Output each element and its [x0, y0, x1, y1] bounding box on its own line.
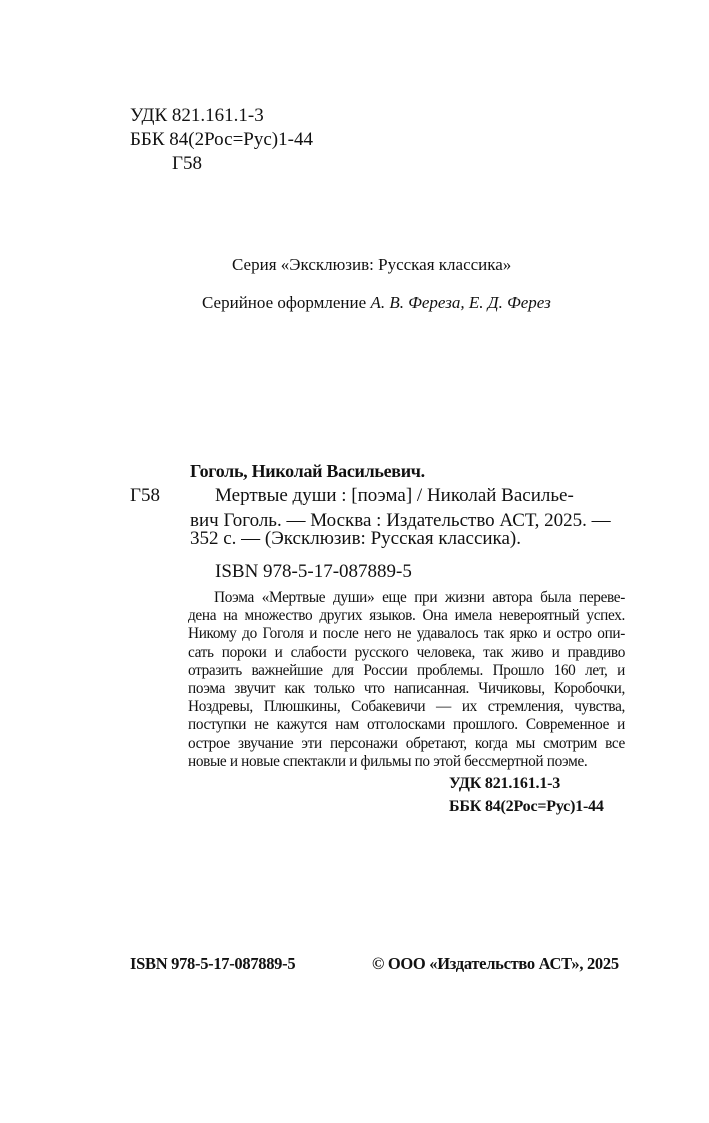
catalog-author-heading-text: Гоголь, Николай Васильевич.: [190, 461, 425, 481]
catalog-description-line-3: [190, 527, 521, 551]
annotation-text: [188, 589, 625, 771]
series-text: Серия «Эксклюзив: Русская классика»: [232, 255, 512, 274]
footer-copyright: [372, 954, 619, 974]
annotation-udk-text: УДК 821.161.1-3: [449, 775, 561, 792]
series-design-prefix: Серийное оформление: [202, 293, 371, 312]
catalog-description-line-1: [215, 484, 574, 508]
catalog-description-text-1: Мертвые души : [поэма] / Николай Василье-: [215, 485, 574, 506]
footer-copyright-text: © ООО «Издательство АСТ», 2025: [372, 954, 619, 973]
author-mark-top: [172, 152, 202, 176]
annotation-line: новые и новые спектакли и фильмы по этой бессмертной поэме.: [188, 752, 588, 770]
annotation-udk: [449, 775, 560, 793]
udk-top: [130, 104, 264, 128]
author-mark-top-text: Г58: [172, 153, 202, 174]
catalog-description-text-2: вич Гоголь. — Москва : Издательство АСТ, 2025. —: [190, 510, 611, 531]
footer-isbn-text: ISBN 978-5-17-087889-5: [130, 954, 296, 973]
catalog-author-mark: [130, 484, 160, 508]
annotation-line: острое звучание эти персонажи обретают, когда мы смотрим все: [188, 734, 625, 752]
annotation-line: поэма звучит как только что написанная. Чичиковы, Коробочки,: [188, 679, 625, 697]
bbk-top: [130, 128, 313, 152]
catalog-author-heading: [190, 459, 425, 483]
series-design: [202, 291, 551, 314]
udk-top-text: УДК 821.161.1-3: [130, 105, 264, 126]
bbk-top-text: ББК 84(2Рос=Рус)1-44: [130, 129, 313, 150]
annotation-line: дена на множество других языков. Она имела невероятный успех.: [188, 607, 625, 625]
annotation-line: отразить важнейшие для России проблемы. Прошло 160 лет, и: [188, 661, 625, 679]
catalog-description-text-3: 352 с. — (Эксклюзив: Русская классика).: [190, 528, 522, 549]
annotation-line: Поэма «Мертвые души» еще при жизни автора была переве-: [214, 589, 625, 606]
annotation-line: Ноздревы, Плюшкины, Собакевичи — их стремления, чувства,: [188, 698, 625, 716]
annotation-line: Никому до Гоголя и после него не удавалось так ярко и остро опи-: [188, 625, 625, 643]
footer-isbn: [130, 954, 295, 974]
catalog-isbn: [215, 560, 412, 584]
series-line: [232, 253, 511, 276]
catalog-author-mark-text: Г58: [130, 485, 160, 506]
annotation-bbk-text: ББК 84(2Рос=Рус)1-44: [449, 798, 604, 815]
annotation-line: сать пороки и слабости русского человека, так живо и правдиво: [188, 643, 625, 661]
catalog-isbn-text: ISBN 978-5-17-087889-5: [215, 561, 412, 582]
series-design-names: А. В. Фереза, Е. Д. Ферез: [370, 293, 551, 312]
annotation-bbk: [449, 798, 604, 816]
annotation-line: поступки не кажутся нам отголосками прошлого. Современное и: [188, 716, 625, 734]
